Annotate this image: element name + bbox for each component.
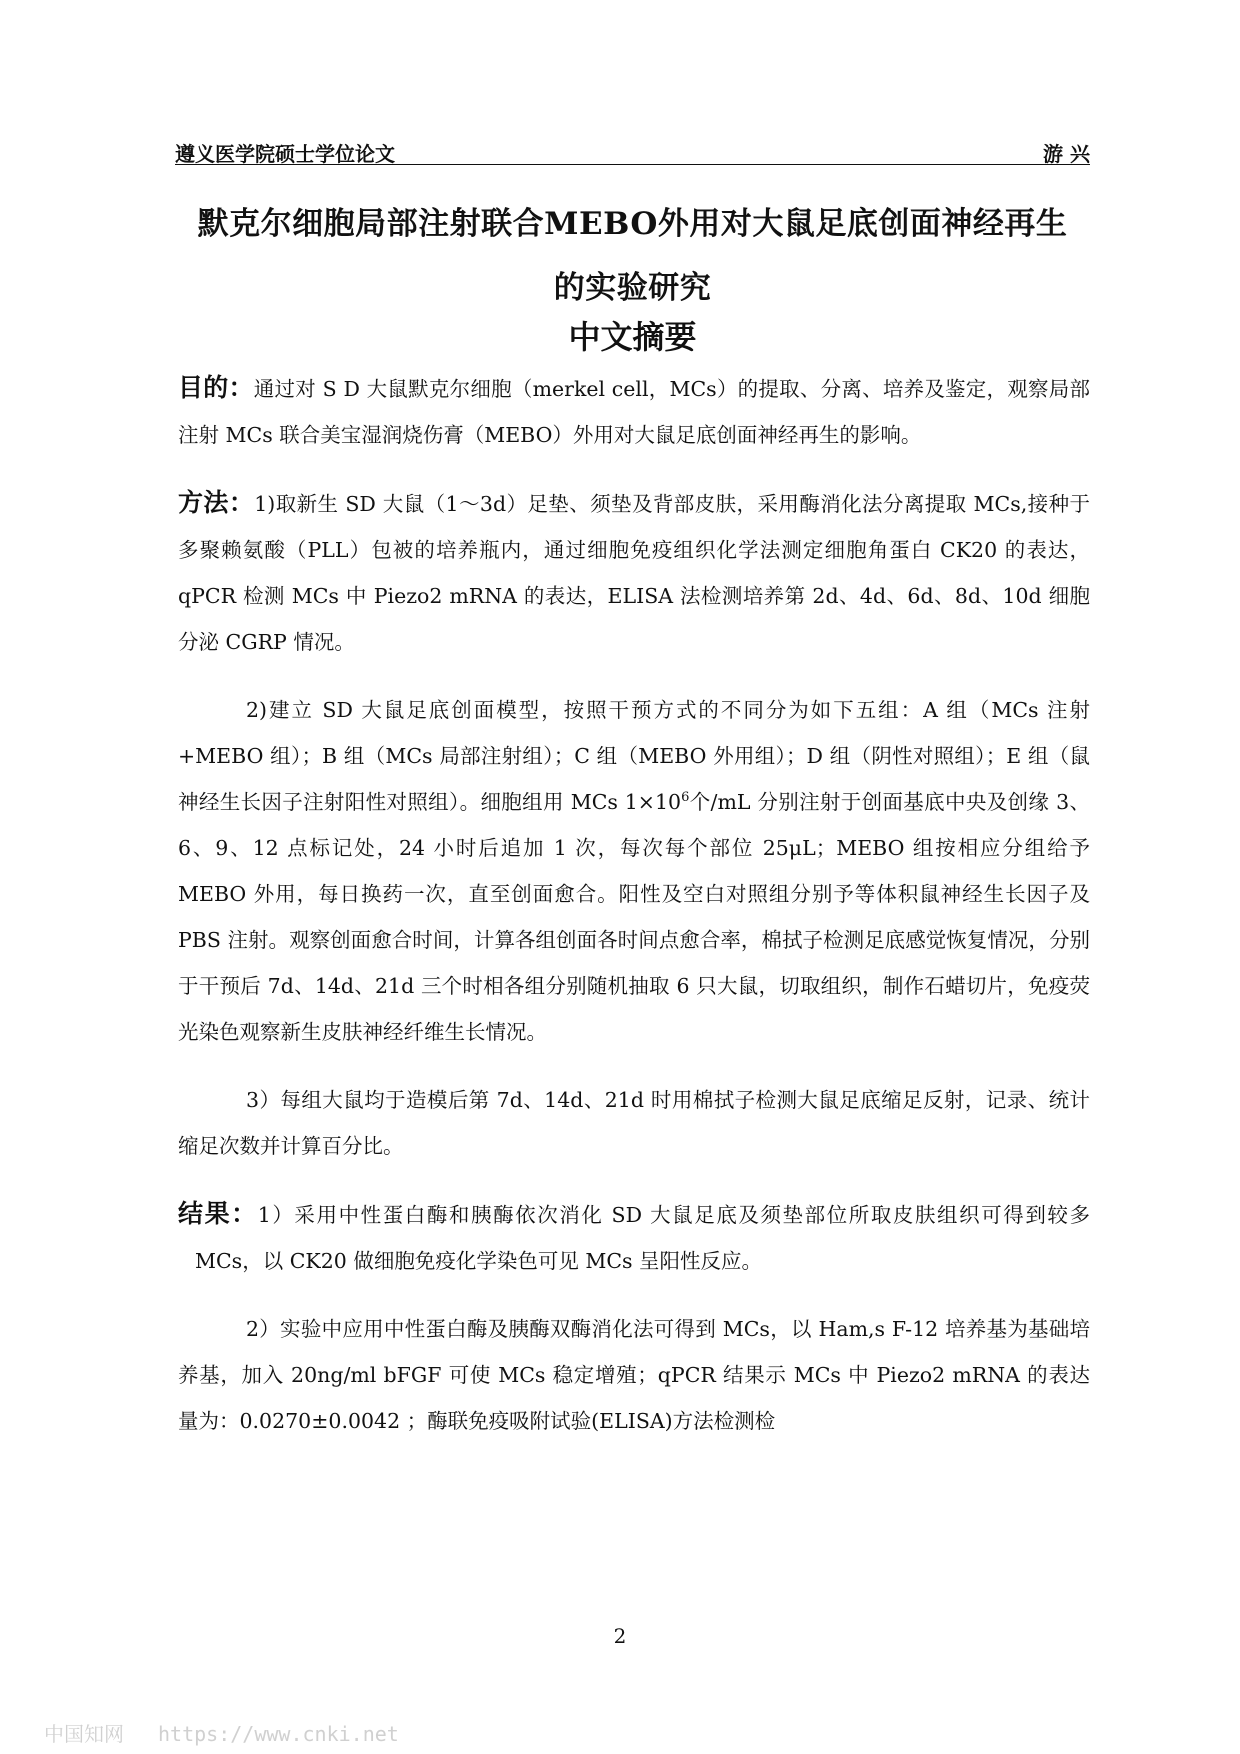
page-number: 2 [613, 1624, 627, 1648]
objective-text: 通过对 S D 大鼠默克尔细胞（merkel cell，MCs）的提取、分离、培养及鉴定，观察局部注射 MCs 联合美宝湿润烧伤膏（MEBO）外用对大鼠足底创面神经再生的影响。 [178, 377, 1090, 447]
results-text-1: 1）采用中性蛋白酶和胰酶依次消化 SD 大鼠足底及须垫部位所取皮肤组织可得到较多 MCs，以 CK20 做细胞免疫化学染色可见 MCs 呈阳性反应。 [195, 1203, 1090, 1273]
abstract-heading: 中文摘要 [568, 318, 697, 356]
methods-text-2a: 2)建立 SD 大鼠足底创面模型，按照干预方式的不同分为如下五组：A 组（MCs 注射+MEBO 组）；B 组（MCs 局部注射组）；C 组（MEBO 外用组）；D 组（阴性对照组）；E 组（鼠神经生长因子注射阳性对照组）。细胞组用 MCs 1×10 [178, 698, 1090, 814]
objective-paragraph [178, 365, 1090, 458]
methods-paragraph-1 [178, 480, 1090, 665]
results-paragraph-2 [178, 1306, 1090, 1444]
methods-text-3: 3）每组大鼠均于造模后第 7d、14d、21d 时用棉拭子检测大鼠足底缩足反射，记录、统计缩足次数并计算百分比。 [178, 1088, 1090, 1158]
header-thesis-label: 遵义医学院硕士学位论文 [175, 142, 395, 166]
watermark-url: https://www.cnki.net [158, 1722, 399, 1746]
running-header [175, 133, 1090, 167]
methods-paragraph-2 [178, 687, 1090, 1055]
title-line-1: 默克尔细胞局部注射联合MEBO外用对大鼠足底创面神经再生 [197, 206, 1068, 242]
watermark-brand: 中国知网 [44, 1722, 124, 1746]
methods-label: 方法： [178, 488, 255, 517]
results-paragraph-1 [178, 1191, 1090, 1284]
methods-text-2b: 个/mL 分别注射于创面基底中央及创缘 3、6、9、12 点标记处，24 小时后追加 1 次，每次每个部位 25μL；MEBO 组按相应分组给予 MEBO 外用，每日换药一次，直至创面愈合。阳性及空白对照组分别予等体积鼠神经生长因子及 PBS 注射。观察创面愈合时间，计算各组创面各时间点愈合率，棉拭子检测足底感觉恢复情况，分别于干预后 7d、14d、21d 三个时相各组分别随机抽取 6 只大鼠，切取组织，制作石蜡切片，免疫荧光染色观察新生皮肤神经纤维生长情况。 [178, 790, 1090, 1044]
header-author: 游 兴 [1043, 142, 1090, 166]
abstract-body [178, 365, 1090, 1466]
results-text-2: 2）实验中应用中性蛋白酶及胰酶双酶消化法可得到 MCs，以 Ham,s F-12 培养基为基础培养基，加入 20ng/ml bFGF 可使 MCs 稳定增殖；qPCR 结果示 MCs 中 Piezo2 mRNA 的表达量为：0.0270±0.0042 ；酶联免疫吸附试验(ELISA)方法检测检 [178, 1317, 1090, 1433]
results-label: 结果： [178, 1199, 258, 1228]
objective-label: 目的： [178, 373, 254, 402]
title-line-2: 的实验研究 [553, 270, 712, 306]
paper-title [175, 192, 1090, 320]
methods-text-1: 1)取新生 SD 大鼠（1～3d）足垫、须垫及背部皮肤，采用酶消化法分离提取 MCs,接种于多聚赖氨酸（PLL）包被的培养瓶内，通过细胞免疫组织化学法测定细胞角蛋白 CK20 的表达，qPCR 检测 MCs 中 Piezo2 mRNA 的表达，ELISA 法检测培养第 2d、4d、6d、8d、10d 细胞分泌 CGRP 情况。 [178, 492, 1090, 654]
header-rule [175, 164, 1090, 165]
cnki-watermark [44, 1718, 399, 1747]
methods-paragraph-3 [178, 1077, 1090, 1169]
methods-exponent: 6 [681, 790, 690, 806]
